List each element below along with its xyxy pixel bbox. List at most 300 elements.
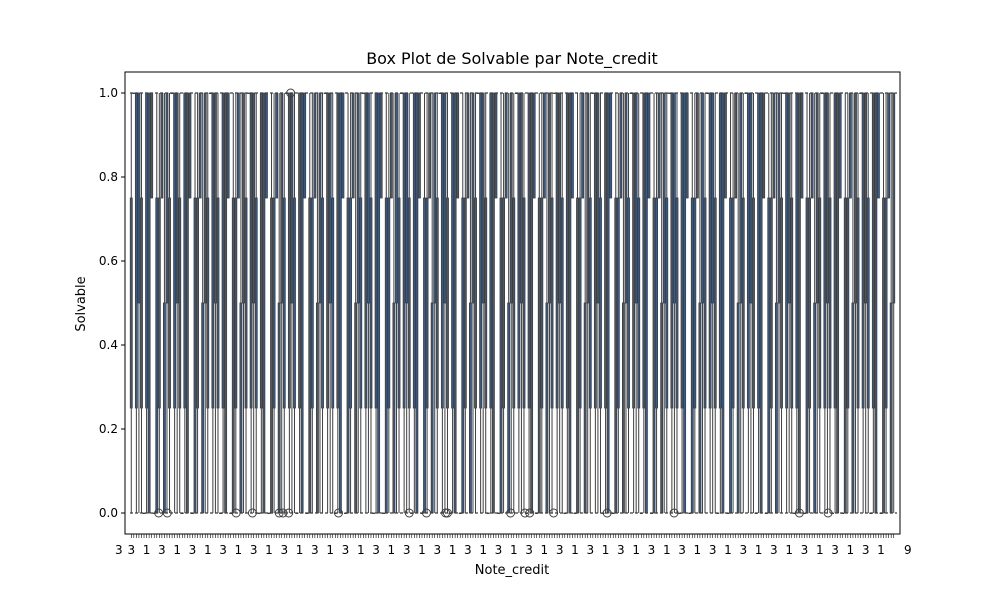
box-body (605, 93, 607, 408)
x-tick-label: 3 (311, 543, 319, 557)
box-body (722, 93, 724, 513)
box-body (250, 93, 252, 408)
box-body (801, 93, 803, 198)
x-tick-label: 1 (234, 543, 243, 557)
box-body (778, 93, 780, 303)
box-body (176, 93, 178, 303)
box-52 (263, 93, 265, 513)
box-256 (783, 93, 785, 94)
box-body (311, 198, 313, 408)
box-body (696, 93, 698, 198)
box-body (584, 303, 586, 513)
y-tick-label: 0.8 (98, 170, 118, 184)
x-tick-label: 3 (739, 543, 748, 557)
box-body (589, 198, 591, 408)
box-body (140, 198, 142, 408)
box-82 (339, 93, 341, 513)
box-body (824, 93, 826, 408)
box-body (327, 93, 329, 408)
box-body (217, 198, 219, 408)
box-body (732, 198, 734, 408)
box-158 (533, 93, 535, 198)
box-body (464, 198, 466, 408)
box-body (237, 93, 239, 198)
box-body (281, 93, 283, 303)
box-body (184, 93, 186, 408)
box-body (806, 198, 808, 513)
y-tick-label: 0.0 (98, 506, 118, 520)
box-body (837, 93, 839, 513)
box-body (523, 198, 525, 408)
box-7 (148, 93, 150, 513)
box-body (628, 198, 630, 408)
box-body (260, 93, 262, 408)
box-body (528, 93, 530, 408)
box-body (686, 93, 688, 198)
box-body (158, 198, 160, 408)
box-42 (237, 93, 239, 198)
box-body (413, 93, 415, 408)
x-tick-label: 3 (770, 543, 778, 557)
x-tick-label: 1 (785, 543, 793, 557)
box-body (763, 93, 765, 198)
box-body (893, 93, 895, 303)
box-body (395, 93, 397, 303)
box-body (768, 198, 770, 513)
box-body (337, 93, 339, 408)
box-body (189, 93, 191, 198)
box-23 (189, 93, 191, 198)
x-tick-label: 1 (356, 543, 365, 557)
y-tick-label: 0.6 (98, 254, 118, 268)
box-body (151, 93, 153, 198)
box-body (309, 198, 311, 513)
box-body (472, 93, 474, 303)
box-body (788, 93, 790, 303)
x-tick-label: 1 (693, 543, 702, 557)
x-tick-label: 3 (708, 543, 717, 557)
box-body (355, 303, 357, 513)
box-282 (849, 93, 851, 198)
box-132 (467, 93, 469, 198)
box-body (809, 198, 811, 408)
box-body (385, 198, 387, 513)
box-body (431, 303, 433, 513)
box-body (329, 93, 331, 303)
box-body (819, 198, 821, 408)
box-body (594, 93, 596, 408)
box-body (666, 198, 668, 408)
box-177 (582, 93, 584, 198)
box-body (663, 93, 665, 303)
box-body (268, 513, 270, 514)
box-262 (798, 93, 800, 513)
box-body (872, 93, 874, 408)
box-body (462, 198, 464, 513)
box-body (138, 93, 140, 303)
box-body (278, 303, 280, 513)
x-tick-label: 3 (402, 543, 411, 557)
box-body (500, 198, 502, 513)
x-tick-label: 1 (846, 543, 855, 557)
box-body (403, 93, 405, 408)
box-body (694, 198, 696, 408)
box-247 (760, 93, 762, 513)
box-body (862, 93, 864, 408)
box-body (133, 93, 135, 94)
box-body (760, 93, 762, 513)
box-body (775, 303, 777, 513)
box-body (653, 198, 655, 513)
box-237 (735, 93, 737, 198)
box-body (418, 93, 420, 198)
box-body (750, 93, 752, 303)
box-body (770, 198, 772, 408)
box-body (615, 198, 617, 513)
box-body (548, 93, 550, 303)
box-body (222, 93, 224, 408)
box-body (383, 513, 385, 514)
box-body (426, 198, 428, 408)
box-body (551, 198, 553, 408)
box-body (852, 303, 854, 513)
box-body (316, 303, 318, 513)
box-body (737, 303, 739, 513)
box-body (390, 93, 392, 198)
box-body (503, 198, 505, 408)
box-113 (418, 93, 420, 198)
y-tick-label: 1.0 (98, 86, 118, 100)
box-body (143, 513, 145, 514)
box-body (577, 198, 579, 513)
box-body (352, 93, 354, 198)
box-293 (877, 93, 879, 198)
x-tick-label: 3 (586, 543, 595, 557)
box-37 (225, 93, 227, 513)
x-tick-label: 3 (280, 543, 289, 557)
box-143 (495, 93, 497, 198)
x-tick-label: 1 (142, 543, 151, 557)
box-body (148, 93, 150, 513)
x-tick-label: 1 (203, 543, 212, 557)
box-body (638, 198, 640, 408)
x-tick-label: 3 (158, 543, 166, 557)
box-body (676, 198, 678, 408)
box-body (130, 198, 132, 408)
x-tick-label: 3 (127, 543, 136, 557)
box-body (452, 93, 454, 408)
box-body (212, 93, 214, 408)
x-tick-label: 3 (555, 543, 564, 557)
box-body (610, 93, 612, 198)
box-body (393, 303, 395, 513)
box-body (322, 198, 324, 408)
box-body (469, 303, 471, 513)
box-172 (569, 93, 571, 513)
box-body (559, 93, 561, 303)
box-body (299, 93, 301, 408)
box-body (258, 513, 260, 514)
box-body (293, 198, 295, 408)
box-147 (505, 93, 507, 198)
x-tick-label: 1 (326, 543, 334, 557)
box-body (263, 93, 265, 513)
box-body (541, 198, 543, 408)
box-54 (268, 513, 270, 514)
box-body (350, 198, 352, 408)
x-tick-label: 1 (724, 543, 732, 557)
box-97 (378, 93, 380, 513)
box-body (194, 198, 196, 513)
box-body (332, 198, 334, 408)
box-body (531, 93, 533, 513)
x-tick-label: 1 (479, 543, 487, 557)
box-248 (763, 93, 765, 198)
box-102 (390, 93, 392, 198)
x-tick-label: 3 (464, 543, 472, 557)
box-body (424, 198, 426, 513)
box-body (839, 93, 841, 198)
x-tick-label: 1 (601, 543, 610, 557)
x-tick-label: 1 (418, 543, 426, 557)
box-8 (151, 93, 153, 198)
box-body (467, 93, 469, 198)
box-body (834, 93, 836, 408)
box-body (169, 198, 171, 408)
box-body (508, 303, 510, 513)
box-body (783, 93, 785, 94)
box-body (444, 93, 446, 303)
box-53 (265, 93, 267, 198)
box-body (513, 198, 515, 408)
box-body (339, 93, 341, 513)
box-body (847, 198, 849, 408)
box-body (854, 93, 856, 303)
box-252 (773, 93, 775, 198)
x-tick-label: 1 (173, 543, 181, 557)
box-body (875, 93, 877, 513)
box-body (276, 93, 278, 198)
box-body (179, 198, 181, 408)
box-body (569, 93, 571, 513)
box-body (436, 198, 438, 408)
box-body (291, 93, 293, 303)
box-body (865, 93, 867, 303)
box-body (701, 93, 703, 303)
box-233 (724, 93, 726, 198)
box-body (265, 93, 267, 198)
box-body (505, 93, 507, 198)
box-173 (571, 93, 573, 198)
box-body (714, 198, 716, 408)
x-tick-label: 3 (494, 543, 503, 557)
box-body (844, 198, 846, 513)
x-tick-label: 1 (387, 543, 396, 557)
box-body (582, 93, 584, 198)
box-body (146, 93, 148, 408)
box-body (360, 198, 362, 408)
box-body (398, 198, 400, 408)
box-body (457, 93, 459, 198)
x-tick-label: 3 (188, 543, 197, 557)
box-body (378, 93, 380, 513)
box-body (446, 198, 448, 408)
box-body (429, 93, 431, 198)
box-body (240, 303, 242, 513)
box-body (271, 198, 273, 513)
box-body (232, 198, 234, 513)
box-67 (301, 93, 303, 513)
box-body (587, 93, 589, 303)
box-body (758, 93, 760, 408)
box-body (781, 198, 783, 408)
box-157 (531, 93, 533, 513)
x-tick-label: 1 (448, 543, 457, 557)
box-body (814, 303, 816, 513)
box-body (235, 198, 237, 408)
box-body (579, 198, 581, 408)
box-body (156, 198, 158, 513)
box-body (719, 93, 721, 408)
x-tick-label: 1 (632, 543, 640, 557)
x-tick-label: 3 (219, 543, 227, 557)
box-body (375, 93, 377, 408)
box-body (656, 198, 658, 408)
box-body (681, 93, 683, 408)
box-body (752, 198, 754, 408)
box-body (197, 198, 199, 408)
x-tick-label: 3 (800, 543, 809, 557)
box-body (485, 198, 487, 408)
box-body (742, 198, 744, 408)
box-277 (837, 93, 839, 513)
box-body (658, 93, 660, 198)
box-body (227, 93, 229, 198)
box-body (202, 303, 204, 513)
x-axis-label: Note_credit (474, 563, 550, 578)
box-292 (875, 93, 877, 513)
box-body (561, 198, 563, 408)
box-body (288, 93, 290, 408)
box-body (643, 93, 645, 408)
x-tick-label: 1 (540, 543, 549, 557)
box-body (661, 303, 663, 513)
box-body (482, 93, 484, 303)
box-body (245, 198, 247, 408)
box-263 (801, 93, 803, 198)
box-98 (380, 93, 382, 198)
box-body (622, 303, 624, 513)
box-body (571, 93, 573, 198)
box-body (367, 93, 369, 303)
box-body (161, 93, 163, 198)
box-body (538, 198, 540, 513)
box-99 (383, 513, 385, 514)
box-body (342, 93, 344, 198)
box-222 (696, 93, 698, 198)
box-body (883, 198, 885, 513)
box-body (597, 93, 599, 303)
box-83 (342, 93, 344, 198)
x-tick-label: 1 (265, 543, 273, 557)
box-body (533, 93, 535, 198)
box-267 (811, 93, 813, 198)
x-tick-label: 1 (877, 543, 885, 557)
box-body (475, 198, 477, 408)
x-tick-label-last: 9 (904, 543, 912, 557)
box-278 (839, 93, 841, 198)
box-body (174, 93, 176, 408)
box-body (691, 198, 693, 513)
x-tick-label: 1 (754, 543, 763, 557)
box-body (406, 93, 408, 303)
box-body (490, 93, 492, 408)
box-203 (648, 93, 650, 198)
box-128 (457, 93, 459, 198)
box-162 (543, 93, 545, 198)
box-body (599, 198, 601, 408)
box-body (773, 93, 775, 198)
box-body (791, 198, 793, 408)
box-body (495, 93, 497, 198)
box-body (699, 303, 701, 513)
box-body (704, 198, 706, 408)
box-112 (416, 93, 418, 513)
box-body (253, 93, 255, 303)
box-192 (620, 93, 622, 198)
box-body (617, 198, 619, 408)
box-body (724, 93, 726, 198)
box-body (673, 93, 675, 303)
box-50 (258, 513, 260, 514)
box-body (441, 93, 443, 408)
box-body (283, 198, 285, 408)
box-232 (722, 93, 724, 513)
y-tick-label: 0.2 (98, 422, 118, 436)
box-body (454, 93, 456, 513)
box-body (207, 198, 209, 408)
y-axis-label: Solvable (74, 276, 89, 332)
box-body (620, 93, 622, 198)
box-body (816, 93, 818, 303)
x-tick-label: 3 (647, 543, 656, 557)
box-body (347, 198, 349, 513)
box-body (786, 93, 788, 408)
box-body (304, 93, 306, 198)
box-body (735, 93, 737, 198)
box-body (857, 198, 859, 408)
box-body (357, 93, 359, 303)
box-body (543, 93, 545, 198)
box-body (645, 93, 647, 513)
box-body (798, 93, 800, 513)
box-body (255, 198, 257, 408)
box-body (135, 93, 137, 408)
x-tick-label: 3 (831, 543, 839, 557)
x-tick-label: 1 (571, 543, 579, 557)
box-body (740, 93, 742, 303)
box-body (186, 93, 188, 513)
box-body (890, 303, 892, 513)
box-body (204, 93, 206, 303)
x-tick-label: 1 (295, 543, 304, 557)
box-body (518, 93, 520, 408)
box-297 (888, 93, 890, 198)
x-tick-label: 1 (815, 543, 824, 557)
box-body (163, 303, 165, 513)
box-5 (143, 513, 145, 514)
box-body (888, 93, 890, 198)
